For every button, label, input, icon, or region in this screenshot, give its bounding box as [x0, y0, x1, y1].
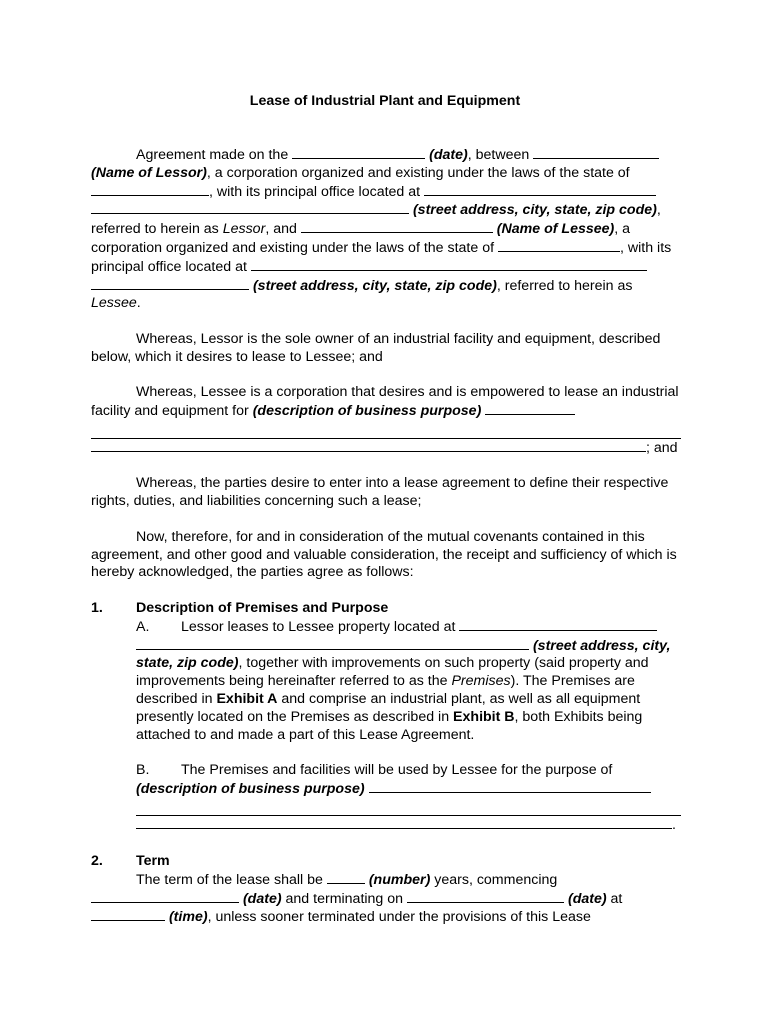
terminating-date-blank[interactable]: [407, 890, 564, 903]
text: , with its principal office located at: [209, 183, 421, 200]
street-address-placeholder-2: (street address, city, state, zip code): [252, 277, 497, 294]
section-2-heading: [91, 853, 681, 871]
whereas-paragraph-2: [91, 384, 681, 457]
text: and comprise an industrial plant, as well as all equipment presently located on the Premises as described in: [136, 690, 641, 725]
lessor-name-placeholder: (Name of Lessor): [91, 164, 207, 181]
section-number: 1.: [91, 599, 103, 616]
text: The term of the lease shall be: [136, 871, 323, 888]
time-placeholder: (time): [168, 909, 208, 926]
text: ). The Premises are described in: [136, 673, 635, 707]
section-1b: [136, 762, 681, 835]
text: at: [610, 890, 623, 907]
number-placeholder: (number): [368, 871, 431, 888]
text: .: [672, 817, 676, 834]
purpose-blank-3[interactable]: [369, 780, 651, 793]
text: , between: [467, 147, 530, 163]
section-2-text: [91, 871, 681, 927]
business-purpose-placeholder: (description of business purpose): [252, 403, 482, 420]
street-address-placeholder-3: (street address, city, state, zip code): [136, 637, 671, 672]
text: , a corporation organized and existing under the laws of the state of: [91, 221, 631, 256]
lessee-state-blank[interactable]: [498, 239, 620, 252]
section-1a: [136, 618, 681, 745]
property-address-blank[interactable]: [459, 618, 657, 631]
text: , together with improvements on such property (said property and improvements being hereinafter referred to as the: [136, 655, 649, 690]
text: Agreement made on the: [136, 147, 289, 163]
lessor-address-blank[interactable]: [424, 183, 656, 196]
text: years, commencing: [434, 871, 558, 888]
lessor-address-blank-2[interactable]: [91, 201, 409, 214]
purpose-blank-line-4[interactable]: [136, 816, 672, 829]
date-placeholder-3: (date): [567, 890, 607, 907]
section-title: Description of Premises and Purpose: [136, 599, 389, 616]
date-placeholder: (date): [429, 147, 468, 163]
text: , and: [265, 221, 297, 238]
text: ; and: [646, 439, 678, 456]
text: , a corporation organized and existing under the laws of the state of: [206, 164, 630, 181]
lessee-term: Lessee: [91, 295, 137, 312]
lessor-state-blank[interactable]: [91, 183, 209, 196]
street-address-placeholder: (street address, city, state, zip code): [412, 202, 657, 219]
exhibit-a-reference: Exhibit A: [216, 690, 278, 707]
purpose-blank-line[interactable]: [91, 421, 681, 439]
lessor-name-blank[interactable]: [533, 146, 659, 159]
section-title: Term: [136, 853, 170, 870]
text: referred to herein as: [91, 221, 219, 238]
section-1-heading: [91, 600, 681, 618]
property-address-blank-2[interactable]: [136, 637, 529, 650]
whereas-paragraph-1: Whereas, Lessor is the sole owner of an industrial facility and equipment, described below, which it desires to lease to Lessee; and: [91, 330, 661, 365]
years-blank[interactable]: [327, 871, 365, 884]
purpose-blank-line-3[interactable]: [136, 799, 681, 817]
business-purpose-placeholder-2: (description of business purpose): [136, 780, 365, 797]
time-blank[interactable]: [91, 908, 165, 921]
date-blank[interactable]: [292, 146, 425, 159]
commencing-date-blank[interactable]: [91, 890, 239, 903]
exhibit-b-reference: Exhibit B: [453, 708, 515, 725]
text: Whereas, Lessee is a corporation that desires and is empowered to lease an industrial facility and equipment for: [91, 384, 679, 420]
text: Lessor leases to Lessee property located at: [181, 618, 456, 635]
text: , both Exhibits being attached to and made a part of this Lease Agreement.: [136, 708, 643, 743]
purpose-blank-line-2[interactable]: [91, 439, 646, 452]
purpose-blank[interactable]: [485, 402, 575, 415]
agreement-paragraph: Agreement made on the (date), between (Name of Lessor), a corporation organized and existing under the laws of the state of , with its principal office located at (street address, city, state, zip code), referred to herein as Lessor, and (Name of Lessee), a corporation organized and existing under the laws of the state of , with its principal office located at (street address, city, state, zip code), referred to herein as Lessee.: [91, 147, 672, 312]
document-body: [91, 146, 681, 945]
whereas-paragraph-3: Whereas, the parties desire to enter into a lease agreement to define their respective rights, duties, and liabilities concerning such a lease;: [91, 475, 669, 510]
subsection-label: A.: [136, 618, 150, 635]
subsection-label: B.: [136, 762, 150, 779]
lessee-name-blank[interactable]: [301, 220, 493, 233]
text: and terminating on: [285, 890, 404, 907]
lessee-address-blank[interactable]: [251, 258, 647, 271]
section-number: 2.: [91, 853, 103, 870]
text: .: [136, 295, 141, 312]
premises-term: Premises: [451, 673, 511, 690]
now-therefore-paragraph: Now, therefore, for and in consideration of the mutual covenants contained in this agreement, and other good and valuable consideration, the receipt and sufficiency of which is hereby acknowledged, the parties agree as follows:: [91, 528, 677, 581]
lessor-term: Lessor: [222, 221, 266, 238]
text: , unless sooner terminated under the provisions of this Lease: [207, 909, 591, 926]
text: The Premises and facilities will be used by Lessee for the purpose of: [181, 762, 613, 779]
text: , with its principal office located at: [91, 239, 672, 275]
lessee-address-blank-2[interactable]: [91, 277, 249, 290]
date-placeholder-2: (date): [242, 890, 282, 907]
text: , referred to herein as: [496, 277, 633, 294]
lessee-name-placeholder: (Name of Lessee): [496, 221, 615, 238]
document-title: Lease of Industrial Plant and Equipment: [249, 93, 521, 109]
